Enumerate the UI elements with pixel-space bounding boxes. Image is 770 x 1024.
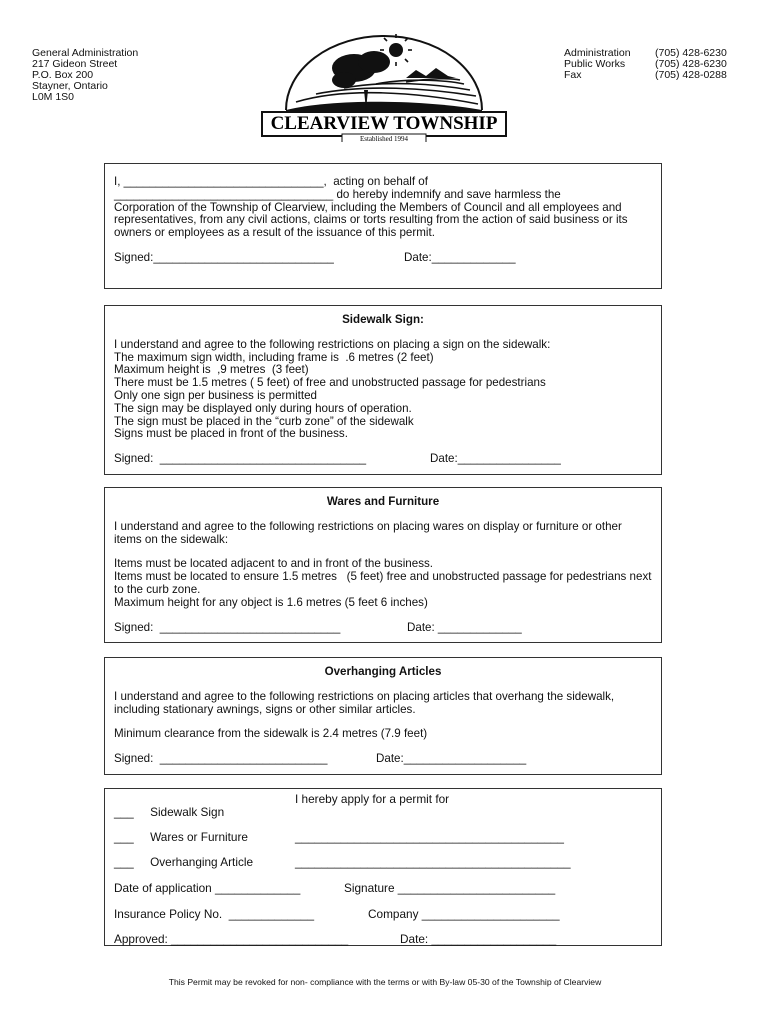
date-field[interactable]: Date:_____________ xyxy=(404,250,516,264)
option-overhanging-article[interactable]: ___ Overhanging Article xyxy=(114,855,254,869)
indemnity-body: Corporation of the Township of Clearview, including the Members of Council and all employees and representatives, from any civil actions, claims or torts resulting from the action of said business or its owners or employees as a result of the issuance of this permit. xyxy=(114,200,628,240)
indemnity-section xyxy=(104,163,662,289)
signed-field[interactable]: Signed: ____________________________ xyxy=(114,620,341,634)
section-title: Wares and Furniture xyxy=(326,495,440,508)
contact-label: Fax xyxy=(564,69,582,81)
clearview-township-logo xyxy=(256,32,512,142)
rule-line: Only one sign per business is permitted xyxy=(114,388,317,402)
rule-line: The maximum sign width, including frame is .6 metres (2 feet) xyxy=(114,350,434,364)
date-field[interactable]: Date:________________ xyxy=(430,452,561,466)
wares-furniture-section xyxy=(104,487,662,643)
indemnity-signature-row xyxy=(114,252,652,265)
rule-line: There must be 1.5 metres ( 5 feet) of free and unobstructed passage for pedestrians xyxy=(114,376,546,390)
contact-phone: (705) 428-6230 xyxy=(655,47,727,59)
signature-field[interactable]: Signature ________________________ xyxy=(344,881,556,895)
overhang-description-field[interactable]: __________________________________________ xyxy=(295,855,571,869)
apply-heading: I hereby apply for a permit for xyxy=(295,792,450,806)
sidewalk-sign-section xyxy=(104,305,662,475)
section-title: Sidewalk Sign: xyxy=(342,313,424,326)
indemnity-line2: __________________________________ do hereby indemnify and save harmless the xyxy=(114,187,561,201)
logo-name: CLEARVIEW TOWNSHIP xyxy=(270,113,498,134)
rule-line: Minimum clearance from the sidewalk is 2.4 metres (7.9 feet) xyxy=(114,727,428,741)
address-line: 217 Gideon Street xyxy=(32,58,118,70)
address-block xyxy=(32,48,138,103)
rule-line: Maximum height is ,9 metres (3 feet) xyxy=(114,363,309,377)
address-line: L0M 1S0 xyxy=(32,91,75,103)
option-wares-furniture[interactable]: ___ Wares or Furniture xyxy=(114,830,248,844)
contact-label: Administration xyxy=(564,47,631,59)
date-field[interactable]: Date:___________________ xyxy=(376,752,527,766)
overhang-intro: I understand and agree to the following restrictions on placing articles that overhang the sidewalk, including stationary awnings, signs or other similar articles. xyxy=(114,689,615,716)
overhang-signature-row xyxy=(114,753,652,766)
approved-field[interactable]: Approved: ___________________________ xyxy=(114,932,349,946)
option-sidewalk-sign[interactable]: ___ Sidewalk Sign xyxy=(114,805,225,819)
company-field[interactable]: Company _____________________ xyxy=(368,907,560,921)
rule-line: Items must be located adjacent to and in front of the business. xyxy=(114,557,434,571)
permit-application-section xyxy=(104,788,662,946)
contact-phone: (705) 428-0288 xyxy=(655,69,727,81)
signed-field[interactable]: Signed: __________________________ xyxy=(114,752,328,766)
indemnity-line1: I, _______________________________, acting on behalf of xyxy=(114,175,428,188)
wares-description-field[interactable]: _________________________________________ xyxy=(295,830,564,844)
date-of-application-field[interactable]: Date of application _____________ xyxy=(114,881,301,895)
wares-intro: I understand and agree to the following restrictions on placing wares on display or furniture or other items on the sidewalk: xyxy=(114,519,622,546)
date-field[interactable]: Date: _____________ xyxy=(407,620,522,634)
rule-line: Maximum height for any object is 1.6 metres (5 feet 6 inches) xyxy=(114,595,428,609)
overhanging-articles-section xyxy=(104,657,662,775)
contact-phone: (705) 428-6230 xyxy=(655,58,727,70)
footer-note: This Permit may be revoked for non- compliance with the terms or with By-law 05-30 of the Township of Clearview xyxy=(168,977,602,987)
contacts-block xyxy=(564,48,727,81)
rule-line: Signs must be placed in front of the business. xyxy=(114,427,348,441)
section-title: Overhanging Articles xyxy=(324,665,442,678)
contact-label: Public Works xyxy=(564,58,626,70)
rule-line: Items must be located to ensure 1.5 metres (5 feet) free and unobstructed passage for pedestrians next to the curb zone. xyxy=(114,570,655,596)
insurance-policy-field[interactable]: Insurance Policy No. _____________ xyxy=(114,907,315,921)
address-line: Stayner, Ontario xyxy=(32,80,108,92)
address-line: General Administration xyxy=(32,47,139,59)
rule-line: The sign must be placed in the “curb zone” of the sidewalk xyxy=(114,414,414,428)
sidewalk-signature-row xyxy=(114,453,652,466)
sidewalk-intro: I understand and agree to the following restrictions on placing a sign on the sidewalk: xyxy=(114,337,551,351)
logo-established: Established 1994 xyxy=(359,135,409,142)
contact-row xyxy=(564,70,727,81)
signed-field[interactable]: Signed:____________________________ xyxy=(114,250,334,264)
approval-date-field[interactable]: Date: ___________________ xyxy=(400,932,557,946)
address-line: P.O. Box 200 xyxy=(32,69,94,81)
signed-field[interactable]: Signed: ________________________________ xyxy=(114,452,367,466)
wares-signature-row xyxy=(114,622,652,635)
rule-line: The sign may be displayed only during hours of operation. xyxy=(114,401,412,415)
